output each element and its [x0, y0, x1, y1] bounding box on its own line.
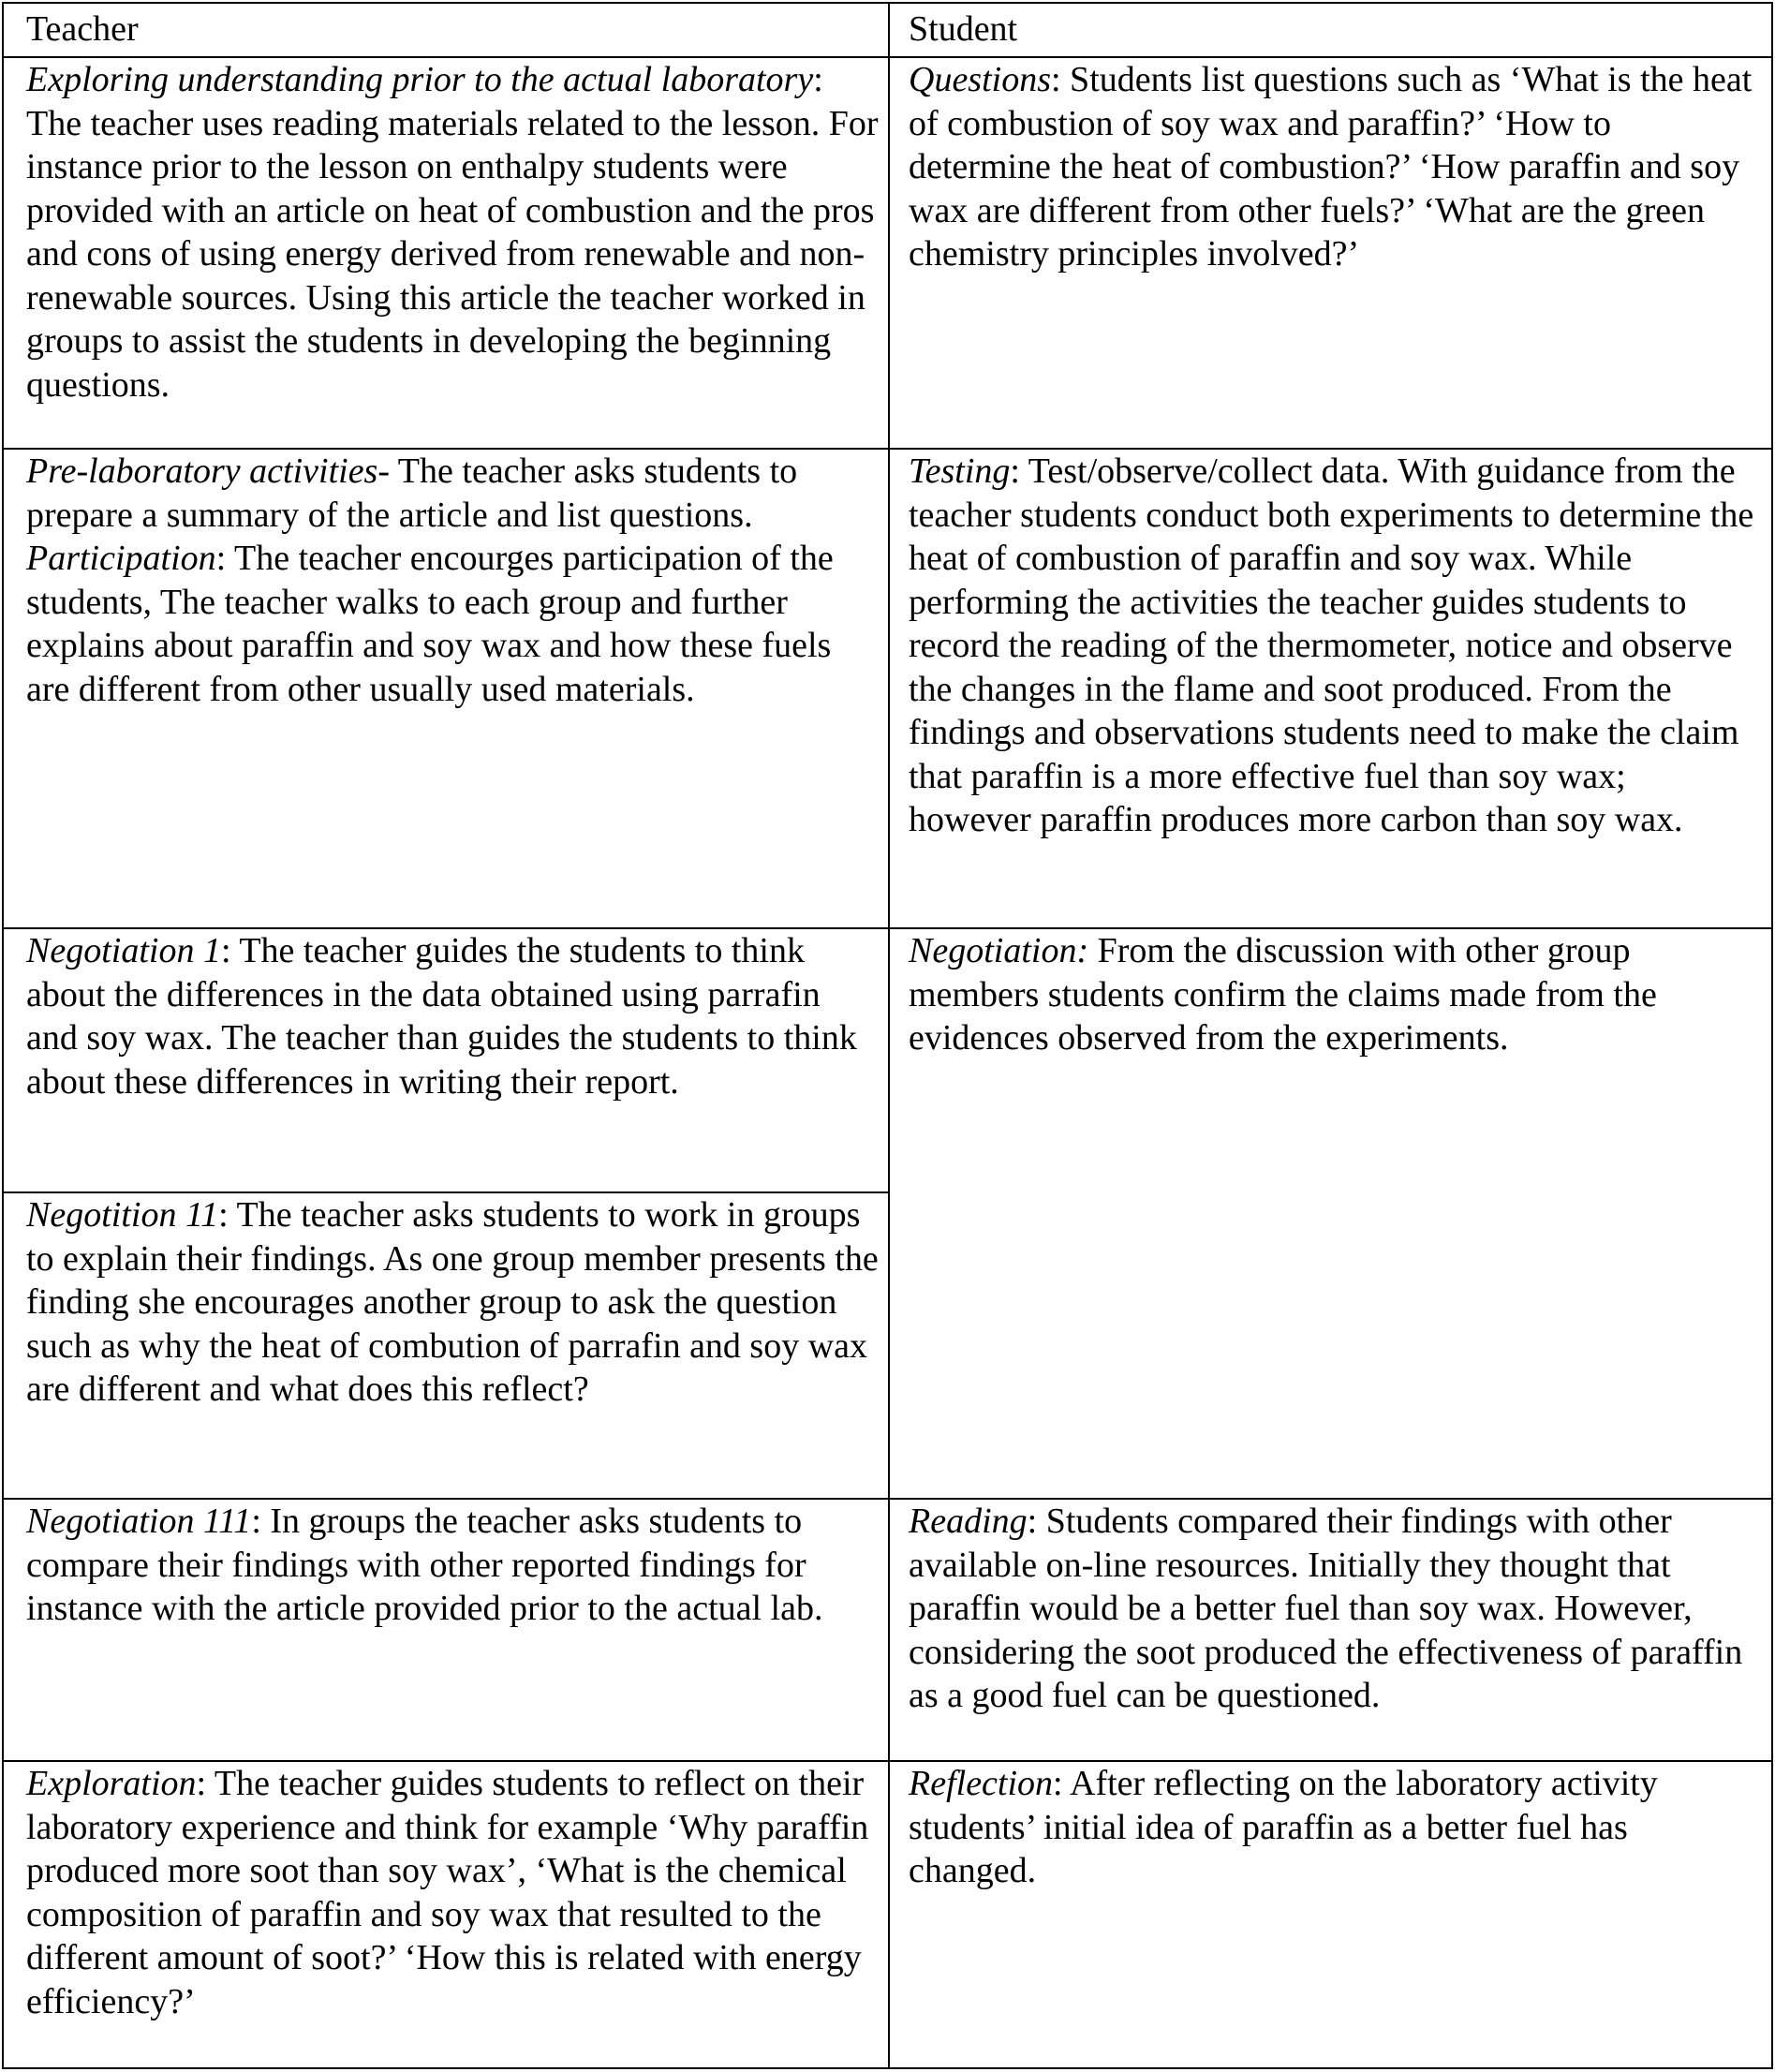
- teacher-phase-text: : The teacher guides the students to think about the differences in the data obtained using parrafin and soy wax. The teacher than guides the students to think about these differences in writing their report.: [26, 931, 857, 1102]
- header-teacher-label: Teacher: [26, 9, 139, 49]
- teacher-cell-negotiation-11: [26, 1193, 880, 1412]
- teacher-phase-label: Pre-laboratory activities: [26, 451, 378, 491]
- lesson-table: [2, 2, 1773, 2069]
- teacher-cell-exploration: [26, 1762, 880, 2023]
- header-student: [909, 7, 1752, 51]
- teacher-phase-text: : In groups the teacher asks students to compare their findings with other reported findings for instance with the article provided prior to the actual lab.: [26, 1502, 823, 1628]
- student-phase-text: : After reflecting on the laboratory activity students’ initial idea of paraffin as a better fuel has changed.: [909, 1764, 1658, 1890]
- student-cell-reflection: [909, 1762, 1757, 1893]
- student-cell-questions: [909, 58, 1757, 276]
- student-cell-reading: [909, 1500, 1757, 1718]
- student-phase-text: From the discussion with other group members students confirm the claims made from the evidences observed from the experiments.: [909, 931, 1657, 1058]
- student-cell-negotiation: [909, 929, 1757, 1060]
- teacher-cell-negotiation-1: [26, 929, 880, 1103]
- teacher-phase-text: - The teacher asks students to prepare a summary of the article and list questions.: [26, 451, 798, 535]
- teacher-phase-label: Exploration: [26, 1764, 197, 1803]
- column-divider: [888, 4, 890, 2067]
- student-phase-label: Negotiation:: [909, 931, 1089, 970]
- teacher-phase-text-2: : The teacher encourges participation of the students, The teacher walks to each group and further explains about paraffin and soy wax and how these fuels are different from other usually used materials.: [26, 539, 834, 709]
- student-phase-label: Questions: [909, 60, 1051, 99]
- student-phase-text: : Students list questions such as ‘What is the heat of combustion of soy wax and paraffin?’ ‘How to determine the heat of combustion?’ ‘How paraffin and soy wax are different from other fuels?’ ‘What are the green chemistry principles involved?’: [909, 60, 1753, 274]
- student-phase-label: Reflection: [909, 1764, 1054, 1803]
- teacher-cell-exploring: [26, 58, 880, 407]
- header-student-label: Student: [909, 9, 1018, 49]
- teacher-phase-label-2: Negotition 11: [26, 1195, 219, 1235]
- student-cell-testing: [909, 450, 1757, 842]
- teacher-phase-text-2: : The teacher asks students to work in groups to explain their findings. As one group member presents the finding she encourages another group to ask the question such as why the heat of combution of parrafin and soy wax are different and what does this reflect?: [26, 1195, 879, 1409]
- teacher-cell-negotiation-111: [26, 1500, 880, 1631]
- student-phase-text: : Test/observe/collect data. With guidance from the teacher students conduct both experiments to determine the heat of combustion of paraffin and soy wax. While performing the activities the teacher guides students to record the reading of the thermometer, notice and observe the changes in the flame and soot produced. From the findings and observations students need to make the claim that paraffin is a more effective fuel than soy wax; however paraffin produces more carbon than soy wax.: [909, 451, 1754, 839]
- header-teacher: [26, 7, 869, 51]
- student-phase-text: : Students compared their findings with other available on-line resources. Initially they thought that paraffin would be a better fuel than soy wax. However, considering the soot produced the effectiveness of paraffin as a good fuel can be questioned.: [909, 1502, 1743, 1715]
- student-phase-label: Testing: [909, 451, 1011, 491]
- teacher-phase-label: Negotiation 111: [26, 1502, 252, 1541]
- teacher-phase-label: Negotiation 1: [26, 931, 221, 970]
- student-phase-label: Reading: [909, 1502, 1028, 1541]
- teacher-phase-label-2: Participation: [26, 539, 216, 578]
- teacher-cell-pre-laboratory: [26, 450, 880, 711]
- teacher-phase-text: : The teacher guides students to reflect on their laboratory experience and think for example ‘Why paraffin produced more soot than soy wax’, ‘What is the chemical composition of paraffin and soy wax that resulted to the different amount of soot?’ ‘How this is related with energy efficiency?’: [26, 1764, 869, 2021]
- teacher-phase-label: Exploring understanding prior to the actual laboratory: [26, 60, 814, 99]
- teacher-phase-text: : The teacher uses reading materials related to the lesson. For instance prior to the lesson on enthalpy students were provided with an article on heat of combustion and the pros and cons of using energy derived from renewable and non-renewable sources. Using this article the teacher worked in groups to assist the students in developing the beginning questions.: [26, 60, 879, 405]
